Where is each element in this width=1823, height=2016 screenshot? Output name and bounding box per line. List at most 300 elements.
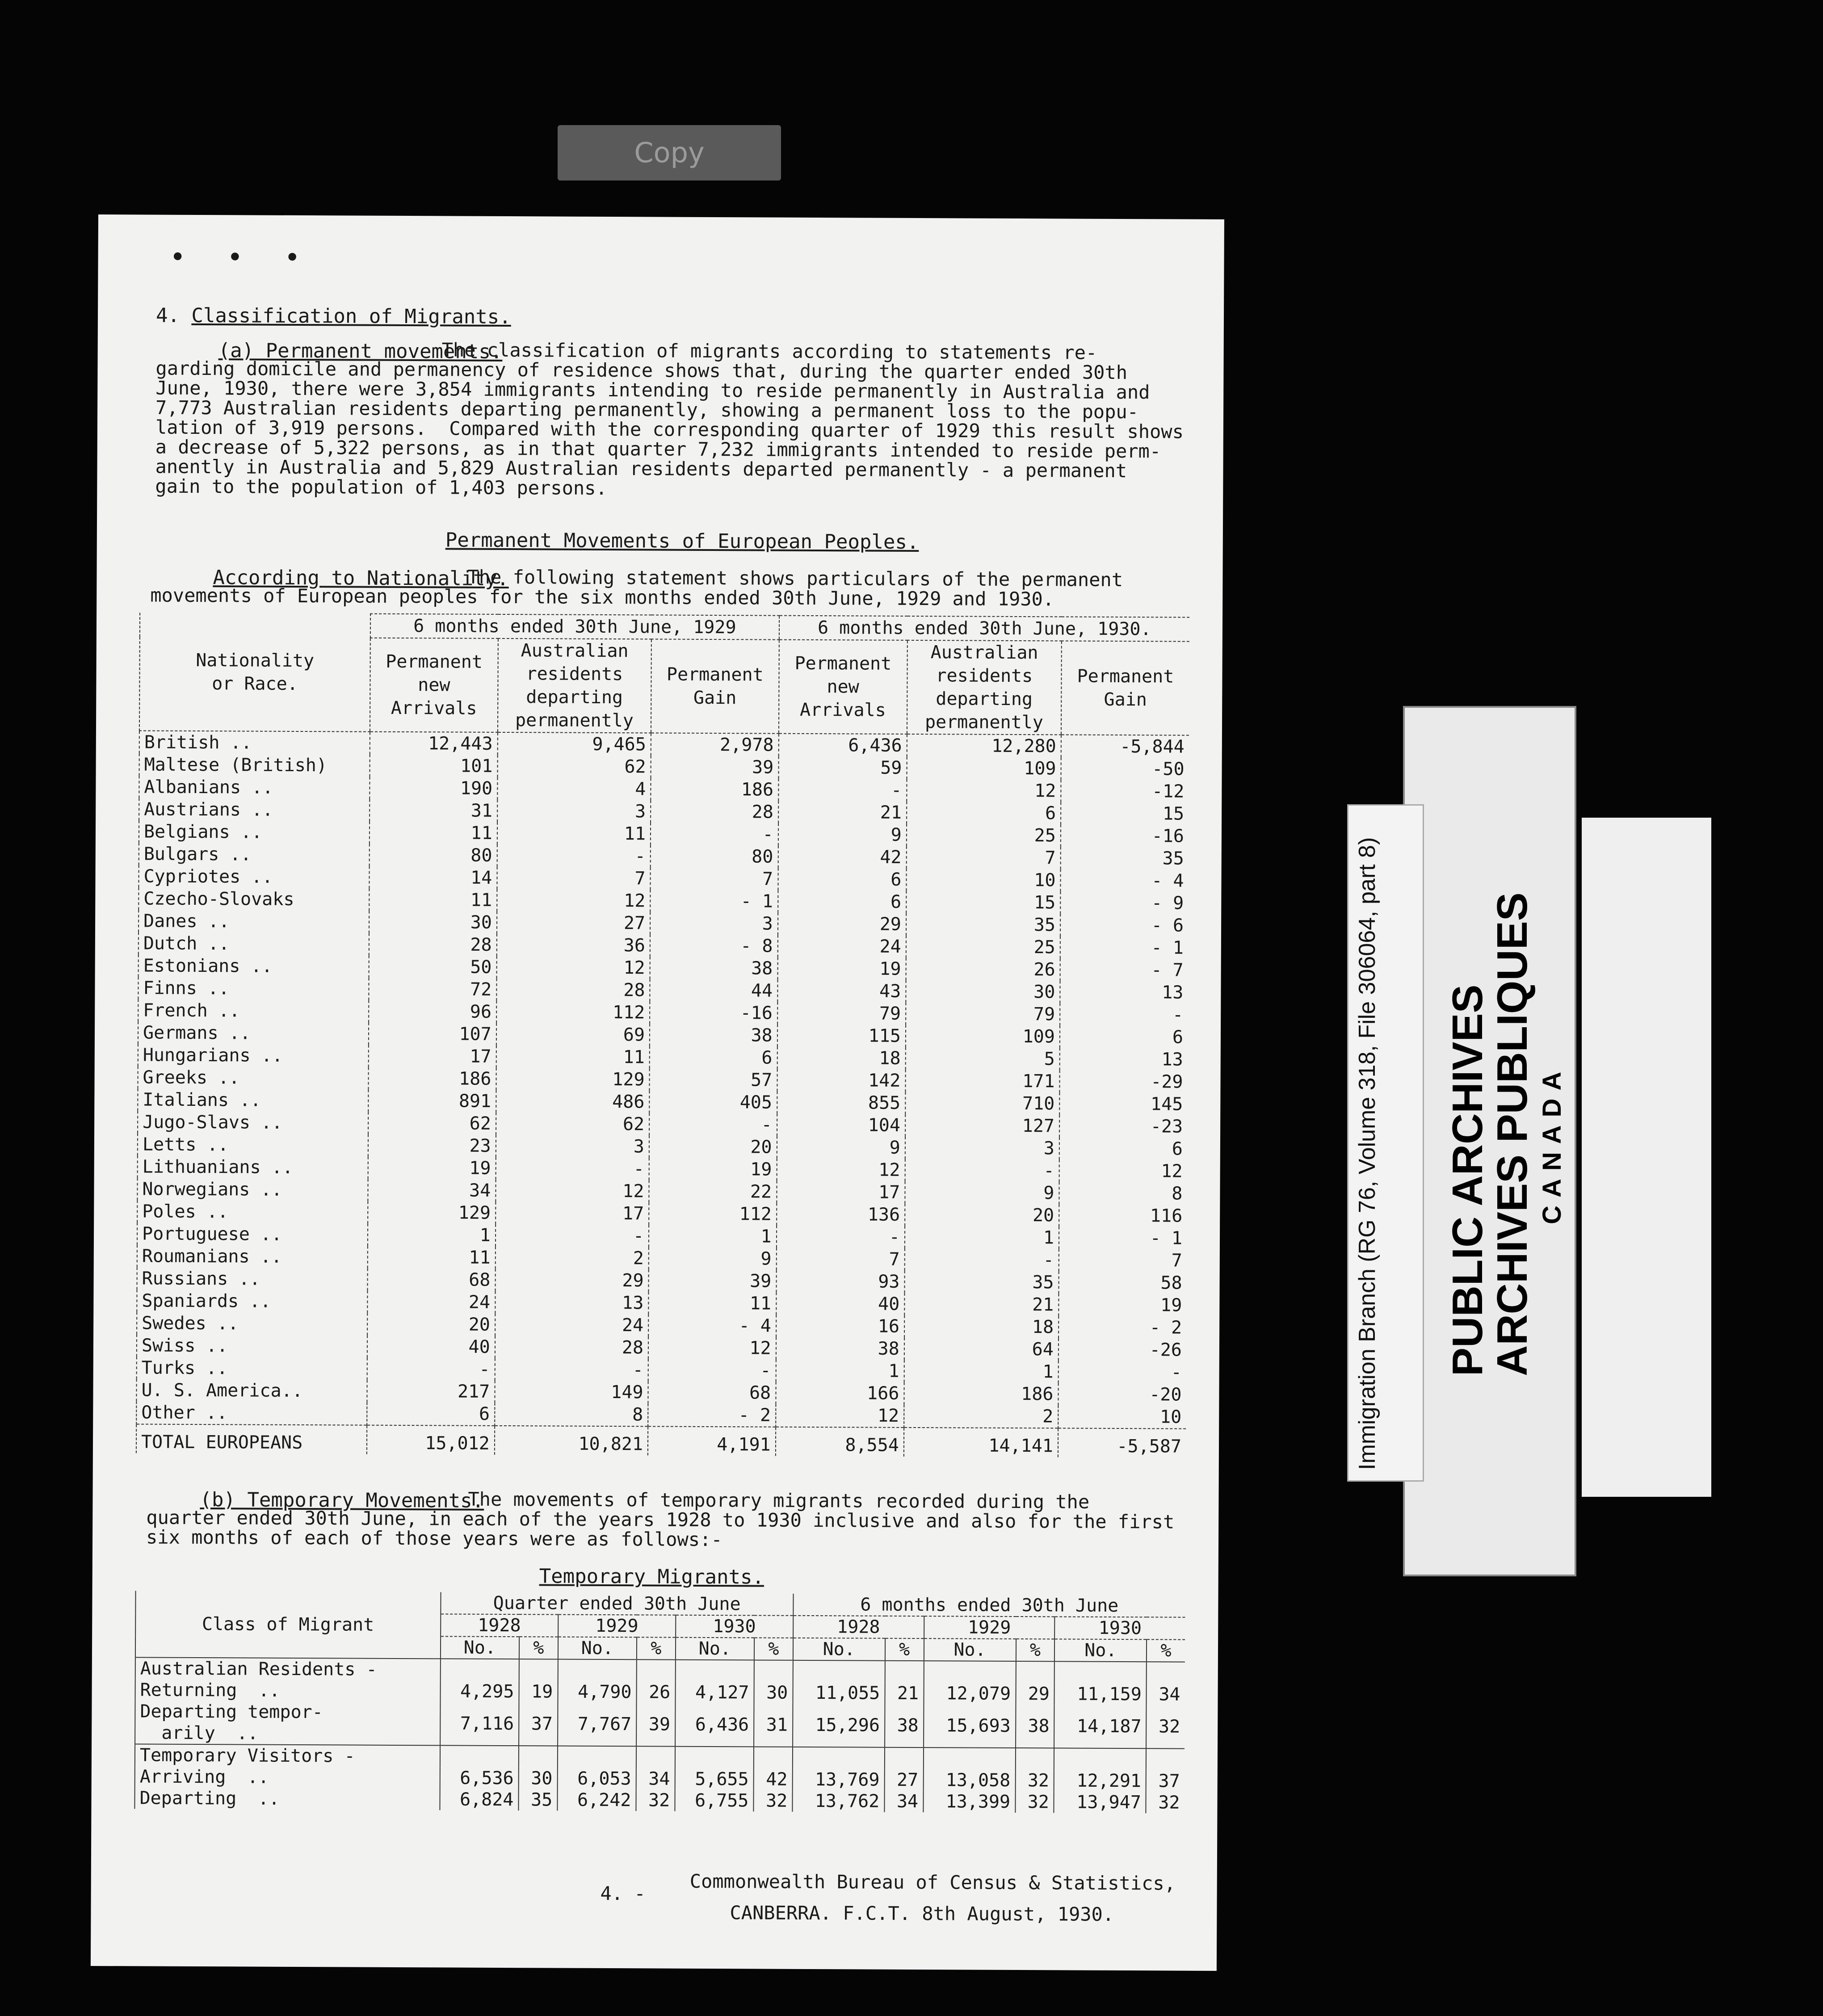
european-movements-table (136, 612, 1189, 1457)
value-cell: 6,436 (675, 1703, 754, 1747)
col-class: Class of Migrant (135, 1591, 441, 1659)
pct-header: % (754, 1638, 793, 1660)
value-cell: 35 (906, 913, 1060, 937)
year-header: 1928 (793, 1616, 924, 1638)
value-cell: 36 (497, 934, 650, 957)
section-number: 4. (155, 304, 180, 327)
value-cell: 12 (907, 779, 1061, 802)
value-cell: 26 (906, 958, 1060, 981)
archive-line-publiques: ARCHIVES PUBLIQUES (1488, 892, 1536, 1376)
value-cell: 39 (649, 1269, 777, 1292)
value-cell: 6,436 (778, 734, 907, 757)
no-header: No. (793, 1638, 885, 1661)
col-nationality: Nationality or Race. (139, 613, 370, 731)
value-cell: 32 (1015, 1770, 1054, 1791)
value-cell: 59 (778, 756, 907, 779)
value-cell: 11 (648, 1292, 776, 1315)
archive-line-canada: CANADA (1537, 1063, 1567, 1224)
total-value: 8,554 (776, 1427, 904, 1457)
value-cell: - (496, 1224, 649, 1247)
nationality-cell: Bulgars .. (139, 843, 370, 866)
value-cell: 30 (369, 911, 497, 934)
value-cell: 3 (496, 1135, 649, 1158)
value-cell: 19 (777, 958, 906, 980)
value-cell: - 1 (1059, 1226, 1187, 1249)
value-cell: 39 (651, 756, 779, 778)
empty-cell (924, 1661, 1016, 1683)
value-cell: 32 (1146, 1705, 1185, 1748)
year-header: 1930 (1054, 1617, 1185, 1639)
value-cell: 9,465 (498, 732, 651, 756)
nationality-cell: British .. (139, 731, 370, 754)
value-cell: 109 (907, 757, 1061, 780)
group-six-months: 6 months ended 30th June (793, 1594, 1185, 1617)
value-cell: 34 (368, 1179, 496, 1202)
value-cell: -26 (1059, 1338, 1186, 1361)
residents-group-label: Australian Residents - (135, 1657, 441, 1680)
document-page (91, 214, 1224, 1971)
value-cell: 7 (650, 867, 778, 890)
table1-title: Permanent Movements of European Peoples. (445, 529, 919, 554)
value-cell: 107 (369, 1023, 496, 1046)
value-cell: 24 (777, 935, 906, 958)
value-cell: 12,291 (1054, 1770, 1146, 1792)
page-marks: • • • (169, 241, 313, 274)
value-cell: - 7 (1060, 958, 1188, 981)
nationality-cell: Germans .. (138, 1021, 369, 1045)
value-cell: 20 (905, 1204, 1059, 1227)
pct-header: % (1147, 1639, 1185, 1662)
value-cell: 186 (904, 1382, 1058, 1406)
value-cell: 93 (776, 1270, 904, 1293)
value-cell: 26 (636, 1681, 675, 1703)
value-cell: 5 (906, 1047, 1060, 1071)
value-cell: 22 (649, 1180, 777, 1203)
value-cell: 28 (369, 933, 497, 956)
value-cell: 129 (368, 1201, 496, 1224)
value-cell: -23 (1059, 1115, 1187, 1138)
class-cell: Departing .. (134, 1787, 440, 1810)
value-cell: - (496, 1157, 649, 1180)
value-cell: 13 (1060, 1048, 1188, 1071)
nationality-cell: Swedes .. (137, 1312, 367, 1335)
value-cell: 17 (369, 1045, 496, 1068)
value-cell: 27 (884, 1769, 923, 1791)
value-cell: 62 (368, 1112, 496, 1135)
page-number: 4. - (600, 1882, 646, 1905)
value-cell: 12,280 (907, 734, 1061, 758)
nationality-cell: Letts .. (138, 1133, 368, 1156)
value-cell: - 1 (650, 890, 778, 912)
value-cell: 3 (497, 800, 651, 823)
visitors-group-label: Temporary Visitors - (135, 1744, 440, 1767)
archive-card-backing (1582, 818, 1711, 1497)
empty-cell (1147, 1662, 1185, 1684)
value-cell: 166 (776, 1382, 904, 1405)
value-cell: 13,947 (1054, 1791, 1146, 1813)
value-cell: - 4 (1060, 869, 1188, 892)
value-cell: 13,399 (923, 1791, 1015, 1813)
value-cell: -20 (1058, 1383, 1186, 1406)
nationality-cell: Other .. (136, 1401, 367, 1425)
value-cell: 42 (778, 846, 906, 869)
value-cell: 13 (495, 1291, 648, 1314)
value-cell: 12,079 (924, 1683, 1016, 1705)
value-cell: 9 (777, 1136, 905, 1159)
nationality-cell: Jugo-Slavs .. (138, 1111, 368, 1134)
value-cell: 6,536 (440, 1767, 518, 1789)
nationality-cell: Belgians .. (139, 820, 370, 844)
nationality-cell: Swiss .. (137, 1334, 367, 1357)
value-cell: 6 (778, 868, 906, 891)
table-row (135, 1701, 1185, 1748)
value-cell: - 4 (648, 1314, 776, 1337)
value-cell: 39 (636, 1703, 675, 1746)
class-cell: Returning .. (135, 1679, 440, 1702)
empty-cell (793, 1747, 885, 1769)
value-cell: 30 (519, 1768, 558, 1789)
value-cell: 18 (904, 1315, 1059, 1339)
nationality-cell: French .. (138, 999, 369, 1022)
value-cell: 13,769 (792, 1769, 884, 1791)
value-cell: 25 (906, 936, 1060, 959)
value-cell: 2,978 (651, 733, 779, 756)
nationality-cell: Poles .. (137, 1200, 368, 1223)
nationality-label: According to Nationality. (213, 566, 509, 591)
value-cell: 35 (904, 1271, 1059, 1294)
nationality-cell: Roumanians .. (137, 1245, 368, 1268)
value-cell: 37 (1146, 1770, 1185, 1792)
empty-cell (558, 1746, 636, 1768)
nationality-cell: Portuguese .. (137, 1222, 368, 1246)
pct-header: % (519, 1637, 558, 1659)
value-cell: 14 (370, 866, 497, 889)
value-cell: 35 (1061, 847, 1189, 869)
value-cell: 9 (905, 1181, 1059, 1205)
value-cell: 19 (649, 1158, 777, 1180)
value-cell: 72 (369, 978, 496, 1001)
value-cell: 6 (1059, 1137, 1187, 1160)
value-cell: 68 (368, 1268, 496, 1291)
value-cell: 12 (497, 889, 650, 912)
class-cell: Arriving .. (135, 1766, 440, 1789)
value-cell: 96 (369, 1000, 496, 1023)
group-1930: 6 months ended 30th June, 1930. (779, 616, 1190, 642)
value-cell: 190 (370, 777, 497, 800)
value-cell: 1 (649, 1225, 777, 1247)
value-cell: 28 (495, 1336, 648, 1359)
value-cell: - 2 (1059, 1316, 1186, 1339)
empty-cell (1146, 1748, 1185, 1770)
value-cell: - 9 (1060, 891, 1188, 914)
value-cell: 28 (651, 800, 778, 823)
nationality-cell: Danes .. (139, 910, 369, 933)
value-cell: 7,767 (558, 1703, 637, 1747)
value-cell: 12 (496, 956, 650, 979)
value-cell: 31 (370, 799, 497, 822)
col-gain-1929: Permanent Gain (651, 639, 779, 733)
value-cell: - (651, 823, 778, 845)
value-cell: 20 (649, 1135, 777, 1158)
empty-cell (1016, 1661, 1054, 1683)
nationality-cell: U. S. America.. (136, 1379, 367, 1402)
value-cell: 30 (906, 980, 1060, 1004)
value-cell: 7 (1059, 1249, 1187, 1272)
empty-cell (754, 1660, 793, 1682)
value-cell: 186 (369, 1067, 496, 1090)
value-cell: - (649, 1113, 777, 1136)
value-cell: 8 (495, 1403, 648, 1426)
nationality-cell: Greeks .. (138, 1066, 368, 1089)
col-departing-1929: Australian residents departing permanently (498, 638, 651, 733)
value-cell: 6 (907, 802, 1061, 825)
value-cell: 12 (777, 1159, 905, 1181)
value-cell: 21 (885, 1683, 924, 1704)
value-cell: 12 (1059, 1159, 1187, 1182)
value-cell: 1 (776, 1360, 904, 1382)
value-cell: 109 (906, 1025, 1060, 1048)
value-cell: - (1060, 1003, 1188, 1026)
place-date: CANBERRA. F.C.T. 8th August, 1930. (730, 1902, 1114, 1925)
value-cell: - (905, 1248, 1059, 1272)
value-cell: 116 (1059, 1204, 1187, 1227)
value-cell: 6 (778, 890, 906, 913)
empty-cell (793, 1660, 885, 1683)
value-cell: 32 (753, 1790, 792, 1811)
value-cell: 10 (1058, 1405, 1186, 1428)
value-cell: -50 (1061, 757, 1189, 780)
value-cell: 13 (1060, 981, 1188, 1004)
subsection-a-label: (a) Permanent movements. (218, 339, 503, 363)
no-header: No. (1054, 1639, 1147, 1662)
value-cell: 80 (370, 844, 497, 867)
value-cell: 50 (369, 956, 497, 979)
subsection-b-text: The movements of temporary migrants recorded during the quarter ended 30th June, in each of the years 1928 to 1930 inclusive and also for the first six months of each of those years were as follows:- (146, 1488, 1175, 1551)
value-cell: 42 (754, 1768, 793, 1790)
value-cell: 38 (650, 957, 778, 979)
nationality-cell: Czecho-Slovaks (139, 887, 369, 911)
value-cell: 112 (649, 1202, 777, 1225)
file-reference-text: Immigration Branch (RG 76, Volume 318, File 306064, part 8) (1354, 837, 1380, 1470)
value-cell: - (648, 1359, 776, 1382)
value-cell: 15,693 (924, 1704, 1016, 1748)
value-cell: 171 (905, 1070, 1059, 1093)
value-cell: 34 (884, 1791, 923, 1812)
value-cell: -29 (1059, 1070, 1187, 1093)
copy-stamp: Copy (558, 125, 781, 181)
value-cell: 12 (648, 1336, 776, 1359)
value-cell: - (497, 844, 650, 867)
value-cell: 40 (367, 1336, 495, 1358)
value-cell: 32 (1015, 1791, 1054, 1813)
value-cell: 13,058 (923, 1769, 1015, 1791)
value-cell: 13,762 (792, 1790, 884, 1812)
value-cell: 27 (497, 911, 650, 934)
value-cell: 115 (777, 1025, 906, 1047)
value-cell: 7 (906, 846, 1060, 869)
value-cell: 24 (367, 1291, 495, 1314)
empty-cell (558, 1659, 636, 1682)
value-cell: 38 (776, 1337, 904, 1360)
value-cell: 405 (649, 1091, 777, 1113)
col-gain-1930: Permanent Gain (1061, 641, 1189, 735)
value-cell: 6,053 (557, 1768, 636, 1790)
value-cell: 6,824 (440, 1789, 518, 1810)
value-cell: 11 (369, 889, 497, 911)
nationality-cell: Maltese (British) (139, 753, 370, 777)
value-cell: 44 (650, 979, 777, 1002)
empty-cell (519, 1659, 558, 1681)
bureau-name: Commonwealth Bureau of Census & Statistics, (689, 1870, 1176, 1894)
empty-cell (637, 1659, 676, 1681)
value-cell: 3 (650, 912, 778, 935)
value-cell: 11 (368, 1246, 496, 1269)
value-cell: -5,844 (1061, 735, 1189, 758)
subsection-b-label: (b) Temporary Movements. (200, 1488, 484, 1512)
pct-header: % (885, 1638, 924, 1661)
table-row (134, 1787, 1184, 1813)
table-row (139, 753, 1189, 780)
value-cell: 11,159 (1054, 1683, 1147, 1705)
nationality-cell: Estonians .. (139, 954, 369, 978)
table-row (136, 1379, 1186, 1406)
value-cell: 57 (649, 1068, 777, 1091)
no-header: No. (441, 1636, 519, 1659)
empty-cell (519, 1746, 558, 1768)
value-cell: 7 (776, 1248, 904, 1271)
value-cell: 15,296 (793, 1704, 885, 1747)
value-cell: 37 (519, 1702, 558, 1746)
value-cell: 2 (495, 1247, 648, 1269)
value-cell: 136 (777, 1203, 905, 1226)
value-cell: 104 (777, 1114, 905, 1137)
year-header: 1929 (924, 1616, 1055, 1639)
value-cell: 17 (777, 1181, 905, 1204)
value-cell: 4,295 (440, 1680, 519, 1702)
value-cell: 40 (776, 1293, 904, 1315)
nationality-cell: Italians .. (138, 1088, 368, 1112)
archive-line-public: PUBLIC ARCHIVES (1444, 984, 1491, 1376)
value-cell: 64 (904, 1338, 1059, 1361)
value-cell: 29 (495, 1269, 648, 1292)
no-header: No. (924, 1638, 1016, 1661)
value-cell: 145 (1059, 1092, 1187, 1115)
total-value: 15,012 (367, 1425, 495, 1455)
nationality-cell: Albanians .. (139, 776, 370, 799)
value-cell: 7,116 (440, 1702, 519, 1746)
nationality-cell: Spaniards .. (137, 1289, 367, 1313)
value-cell: -16 (650, 1001, 777, 1024)
section-title: Classification of Migrants. (191, 304, 511, 329)
value-cell: 15 (1061, 802, 1189, 825)
value-cell: 15 (906, 891, 1060, 914)
value-cell: 6,755 (675, 1790, 753, 1812)
value-cell: 486 (496, 1090, 649, 1113)
empty-cell (1015, 1748, 1054, 1770)
value-cell: 18 (777, 1047, 905, 1070)
value-cell: 5,655 (675, 1768, 753, 1790)
residents-group (135, 1657, 1185, 1684)
visitors-group (135, 1744, 1185, 1770)
value-cell: 38 (885, 1704, 924, 1747)
table2-title: Temporary Migrants. (539, 1565, 764, 1589)
value-cell: 62 (496, 1113, 649, 1135)
value-cell: 4 (497, 777, 651, 800)
value-cell: 142 (777, 1069, 905, 1092)
pct-header: % (1016, 1639, 1054, 1661)
value-cell: - 1 (1060, 936, 1188, 959)
year-header: 1930 (676, 1615, 793, 1638)
value-cell: - 6 (1060, 914, 1188, 937)
value-cell: 129 (496, 1068, 649, 1091)
value-cell: 23 (368, 1134, 496, 1157)
value-cell: 149 (495, 1381, 648, 1403)
empty-cell (885, 1747, 924, 1769)
value-cell: - (495, 1358, 648, 1381)
nationality-cell: Cypriotes .. (139, 865, 369, 888)
value-cell: 217 (367, 1380, 495, 1403)
value-cell: 127 (905, 1114, 1059, 1138)
value-cell: 8 (1059, 1182, 1187, 1205)
total-row (136, 1424, 1186, 1457)
nationality-cell: Austrians .. (139, 798, 370, 821)
value-cell: 11 (370, 822, 497, 844)
temporary-migrants-table (134, 1591, 1185, 1813)
value-cell: 12,443 (370, 732, 498, 755)
value-cell: 19 (1059, 1294, 1186, 1316)
value-cell: 11,055 (793, 1682, 885, 1704)
value-cell: 855 (777, 1092, 905, 1114)
empty-cell (440, 1659, 519, 1681)
no-header: No. (558, 1637, 637, 1660)
value-cell: 101 (370, 755, 498, 777)
value-cell: 9 (649, 1247, 777, 1270)
total-value: 10,821 (495, 1426, 648, 1455)
empty-cell (675, 1660, 754, 1682)
value-cell: - 8 (650, 934, 778, 957)
nationality-cell: Lithuanians .. (138, 1155, 368, 1179)
nationality-cell: Finns .. (138, 977, 369, 1000)
year-header: 1928 (441, 1614, 558, 1637)
value-cell: 24 (495, 1314, 648, 1336)
value-cell: 19 (519, 1681, 558, 1702)
group-quarter: Quarter ended 30th June (441, 1592, 793, 1615)
value-cell: 710 (905, 1092, 1059, 1115)
value-cell: 34 (1147, 1684, 1185, 1705)
value-cell: 58 (1059, 1271, 1186, 1294)
value-cell: 186 (651, 778, 778, 801)
value-cell: - (777, 1226, 905, 1248)
value-cell: 32 (636, 1789, 675, 1811)
year-header: 1929 (558, 1615, 676, 1638)
group-1929: 6 months ended 30th June, 1929 (370, 614, 779, 640)
value-cell: 4,790 (558, 1681, 636, 1703)
value-cell: - 2 (648, 1403, 776, 1427)
col-arrivals-1930: Permanent new Arrivals (779, 640, 907, 734)
value-cell: 79 (906, 1003, 1060, 1026)
nationality-cell: Russians .. (137, 1267, 368, 1290)
no-header: No. (676, 1638, 754, 1660)
value-cell: 1 (368, 1224, 496, 1247)
empty-cell (636, 1746, 675, 1768)
nationality-text: The following statement shows particulars of the permanent movements of European peoples for the six months ended 30th June, 1929 and 1930. (150, 566, 1123, 610)
value-cell: 80 (651, 845, 778, 868)
value-cell: 12 (776, 1404, 904, 1428)
value-cell: - (905, 1159, 1059, 1182)
value-cell: 14,187 (1054, 1705, 1146, 1748)
value-cell: 6 (1060, 1025, 1188, 1048)
total-value: 14,141 (904, 1428, 1058, 1457)
